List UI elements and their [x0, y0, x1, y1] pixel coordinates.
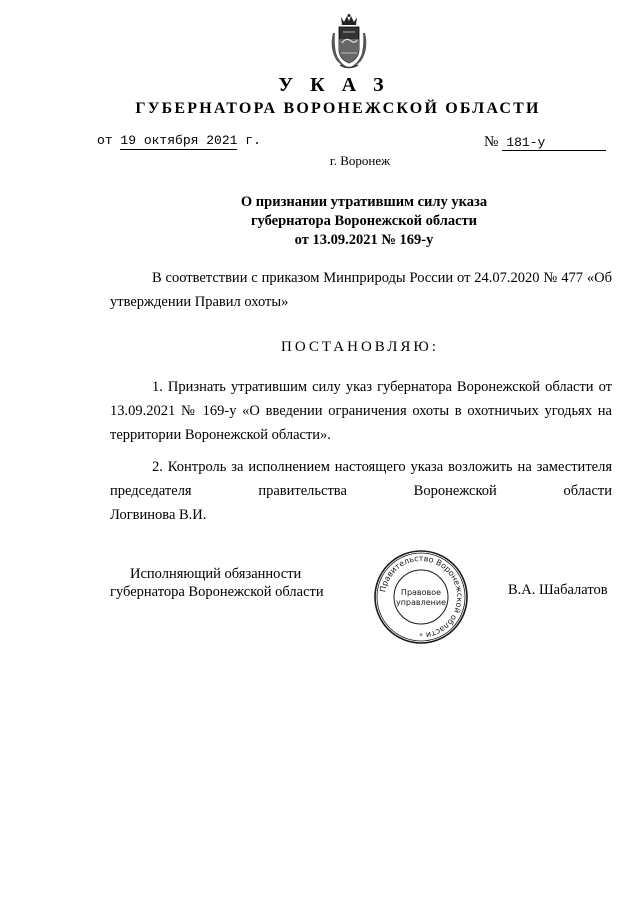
seal-center-line2: управление: [395, 598, 447, 607]
date-prefix: от: [97, 133, 113, 148]
decree-word: ПОСТАНОВЛЯЮ:: [281, 339, 439, 355]
document-city: г. Воронеж: [329, 153, 391, 168]
signatory-position: [110, 565, 324, 601]
date-value: 19 октября 2021: [120, 133, 238, 148]
official-seal: [373, 549, 469, 645]
subject-line: губернатора Воронежской области: [250, 213, 478, 229]
subject-line: от 13.09.2021 № 169-у: [294, 232, 434, 248]
subject-line: О признании утратившим силу указа: [240, 194, 488, 210]
number-value: 181-у: [502, 135, 606, 151]
seal-star-icon: *: [419, 632, 423, 640]
item-2-text: 2. Контроль за исполнением настоящего указа возложить на заместителя председателя правительства Воронежской области: [110, 459, 612, 499]
seal-ring-text: Правительство Воронежской области: [378, 553, 465, 640]
document-number: [484, 133, 606, 151]
coat-of-arms-icon: [327, 13, 371, 71]
seal-center-line1: Правовое: [400, 588, 442, 597]
number-sign: №: [484, 134, 499, 150]
item-2-last-line: Логвинова В.И.: [110, 507, 207, 523]
decree-item-1: 1. Признать утратившим силу указ губернатора Воронежской области от 13.09.2021 № 169-у «О введении ограничения охоты в охотничьих угодьях на территории Воронежской области».: [110, 379, 612, 443]
document-issuer: ГУБЕРНАТОРА ВОРОНЕЖСКОЙ ОБЛАСТИ: [135, 100, 541, 117]
document-title: У К А З: [278, 74, 390, 96]
document-date: [97, 133, 261, 148]
signatory-name: В.А. Шабалатов: [508, 582, 608, 598]
position-line: губернатора Воронежской области: [110, 584, 324, 600]
position-line: Исполняющий обязанности: [130, 566, 302, 582]
intro-paragraph: В соответствии с приказом Минприроды России от 24.07.2020 № 477 «Об утверждении Правил охоты»: [110, 270, 612, 310]
date-suffix: г.: [245, 133, 261, 148]
document-subject: [0, 193, 640, 250]
decree-item-2: [110, 455, 612, 527]
